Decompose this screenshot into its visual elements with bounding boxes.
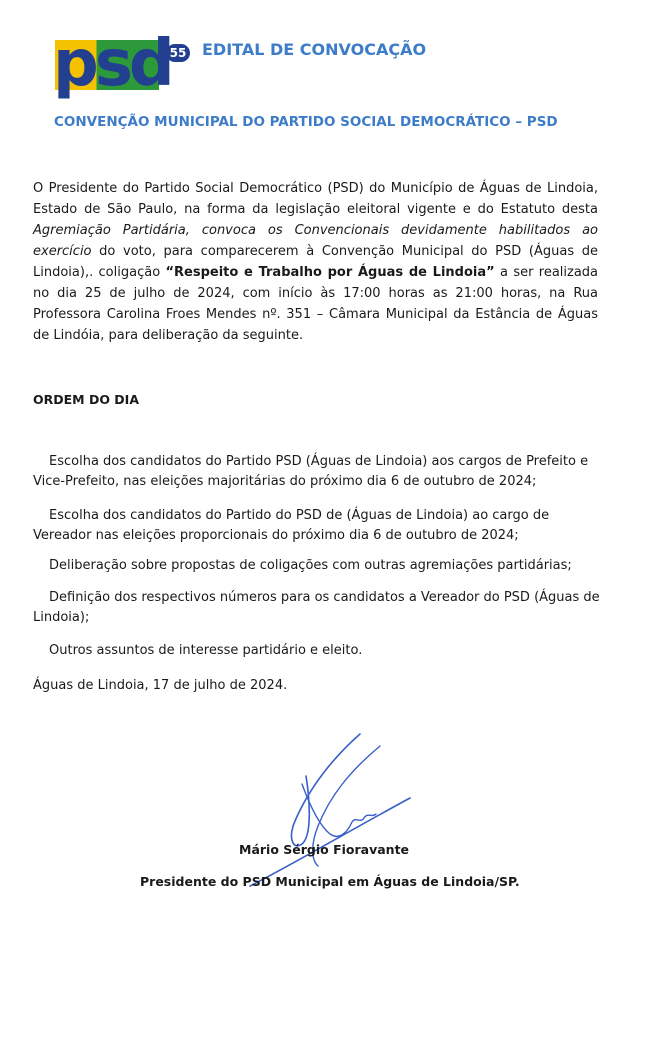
- intro-paragraph: [33, 178, 598, 346]
- place-date-line: Águas de Lindoia, 17 de julho de 2024.: [33, 678, 288, 693]
- signer-name: Mário Sérgio Fioravante: [239, 842, 410, 857]
- agenda-item: Definição dos respectivos números para os candidatos a Vereador do PSD (Águas de Lindoia);: [33, 590, 600, 625]
- intro-text-1: O Presidente do Partido Social Democrático (PSD) do Município de Águas de Lindoia, Estado de São Paulo, na forma da legislação eleitoral vigente e do Estatuto desta: [33, 181, 598, 217]
- agenda-item: Outros assuntos de interesse partidário e eleito.: [49, 643, 363, 658]
- document-subtitle: CONVENÇÃO MUNICIPAL DO PARTIDO SOCIAL DEMOCRÁTICO – PSD: [54, 114, 558, 130]
- intro-text-3: do voto, para comparecerem à Convenção Municipal do PSD (Águas de Lindoia),. coligação: [33, 244, 598, 280]
- document-title: EDITAL DE CONVOCAÇÃO: [202, 40, 427, 59]
- intro-text-italic: Agremiação Partidária, convoca os Convencionais devidamente habilitados ao exercício: [33, 223, 598, 259]
- logo-text: psd: [53, 27, 171, 101]
- agenda-item: Escolha dos candidatos do Partido PSD (Águas de Lindoia) aos cargos de Prefeito e Vice-Prefeito, nas eleições majoritárias do próximo dia 6 de outubro de 2024;: [33, 454, 589, 489]
- intro-text-4: a ser realizada no dia 25 de julho de 2024, com início às 17:00 horas as 21:00 horas, na Rua Professora Carolina Froes Mendes nº. 351 – Câmara Municipal da Estância de Águas de Lindóia, para deliberação da seguinte.: [33, 265, 599, 343]
- handwritten-signature: [240, 726, 430, 896]
- signer-role: Presidente do PSD Municipal em Águas de Lindoia/SP.: [140, 874, 520, 889]
- agenda-item: Escolha dos candidatos do Partido do PSD de (Águas de Lindoia) ao cargo de Vereador nas eleições proporcionais do próximo dia 6 de outubro de 2024;: [33, 508, 550, 543]
- logo-number-badge: 55: [166, 44, 190, 62]
- agenda-item: Deliberação sobre propostas de coligações com outras agremiações partidárias;: [49, 558, 572, 573]
- coalition-name: “Respeito e Trabalho por Águas de Lindoia”: [165, 265, 495, 280]
- agenda-title: ORDEM DO DIA: [33, 392, 140, 407]
